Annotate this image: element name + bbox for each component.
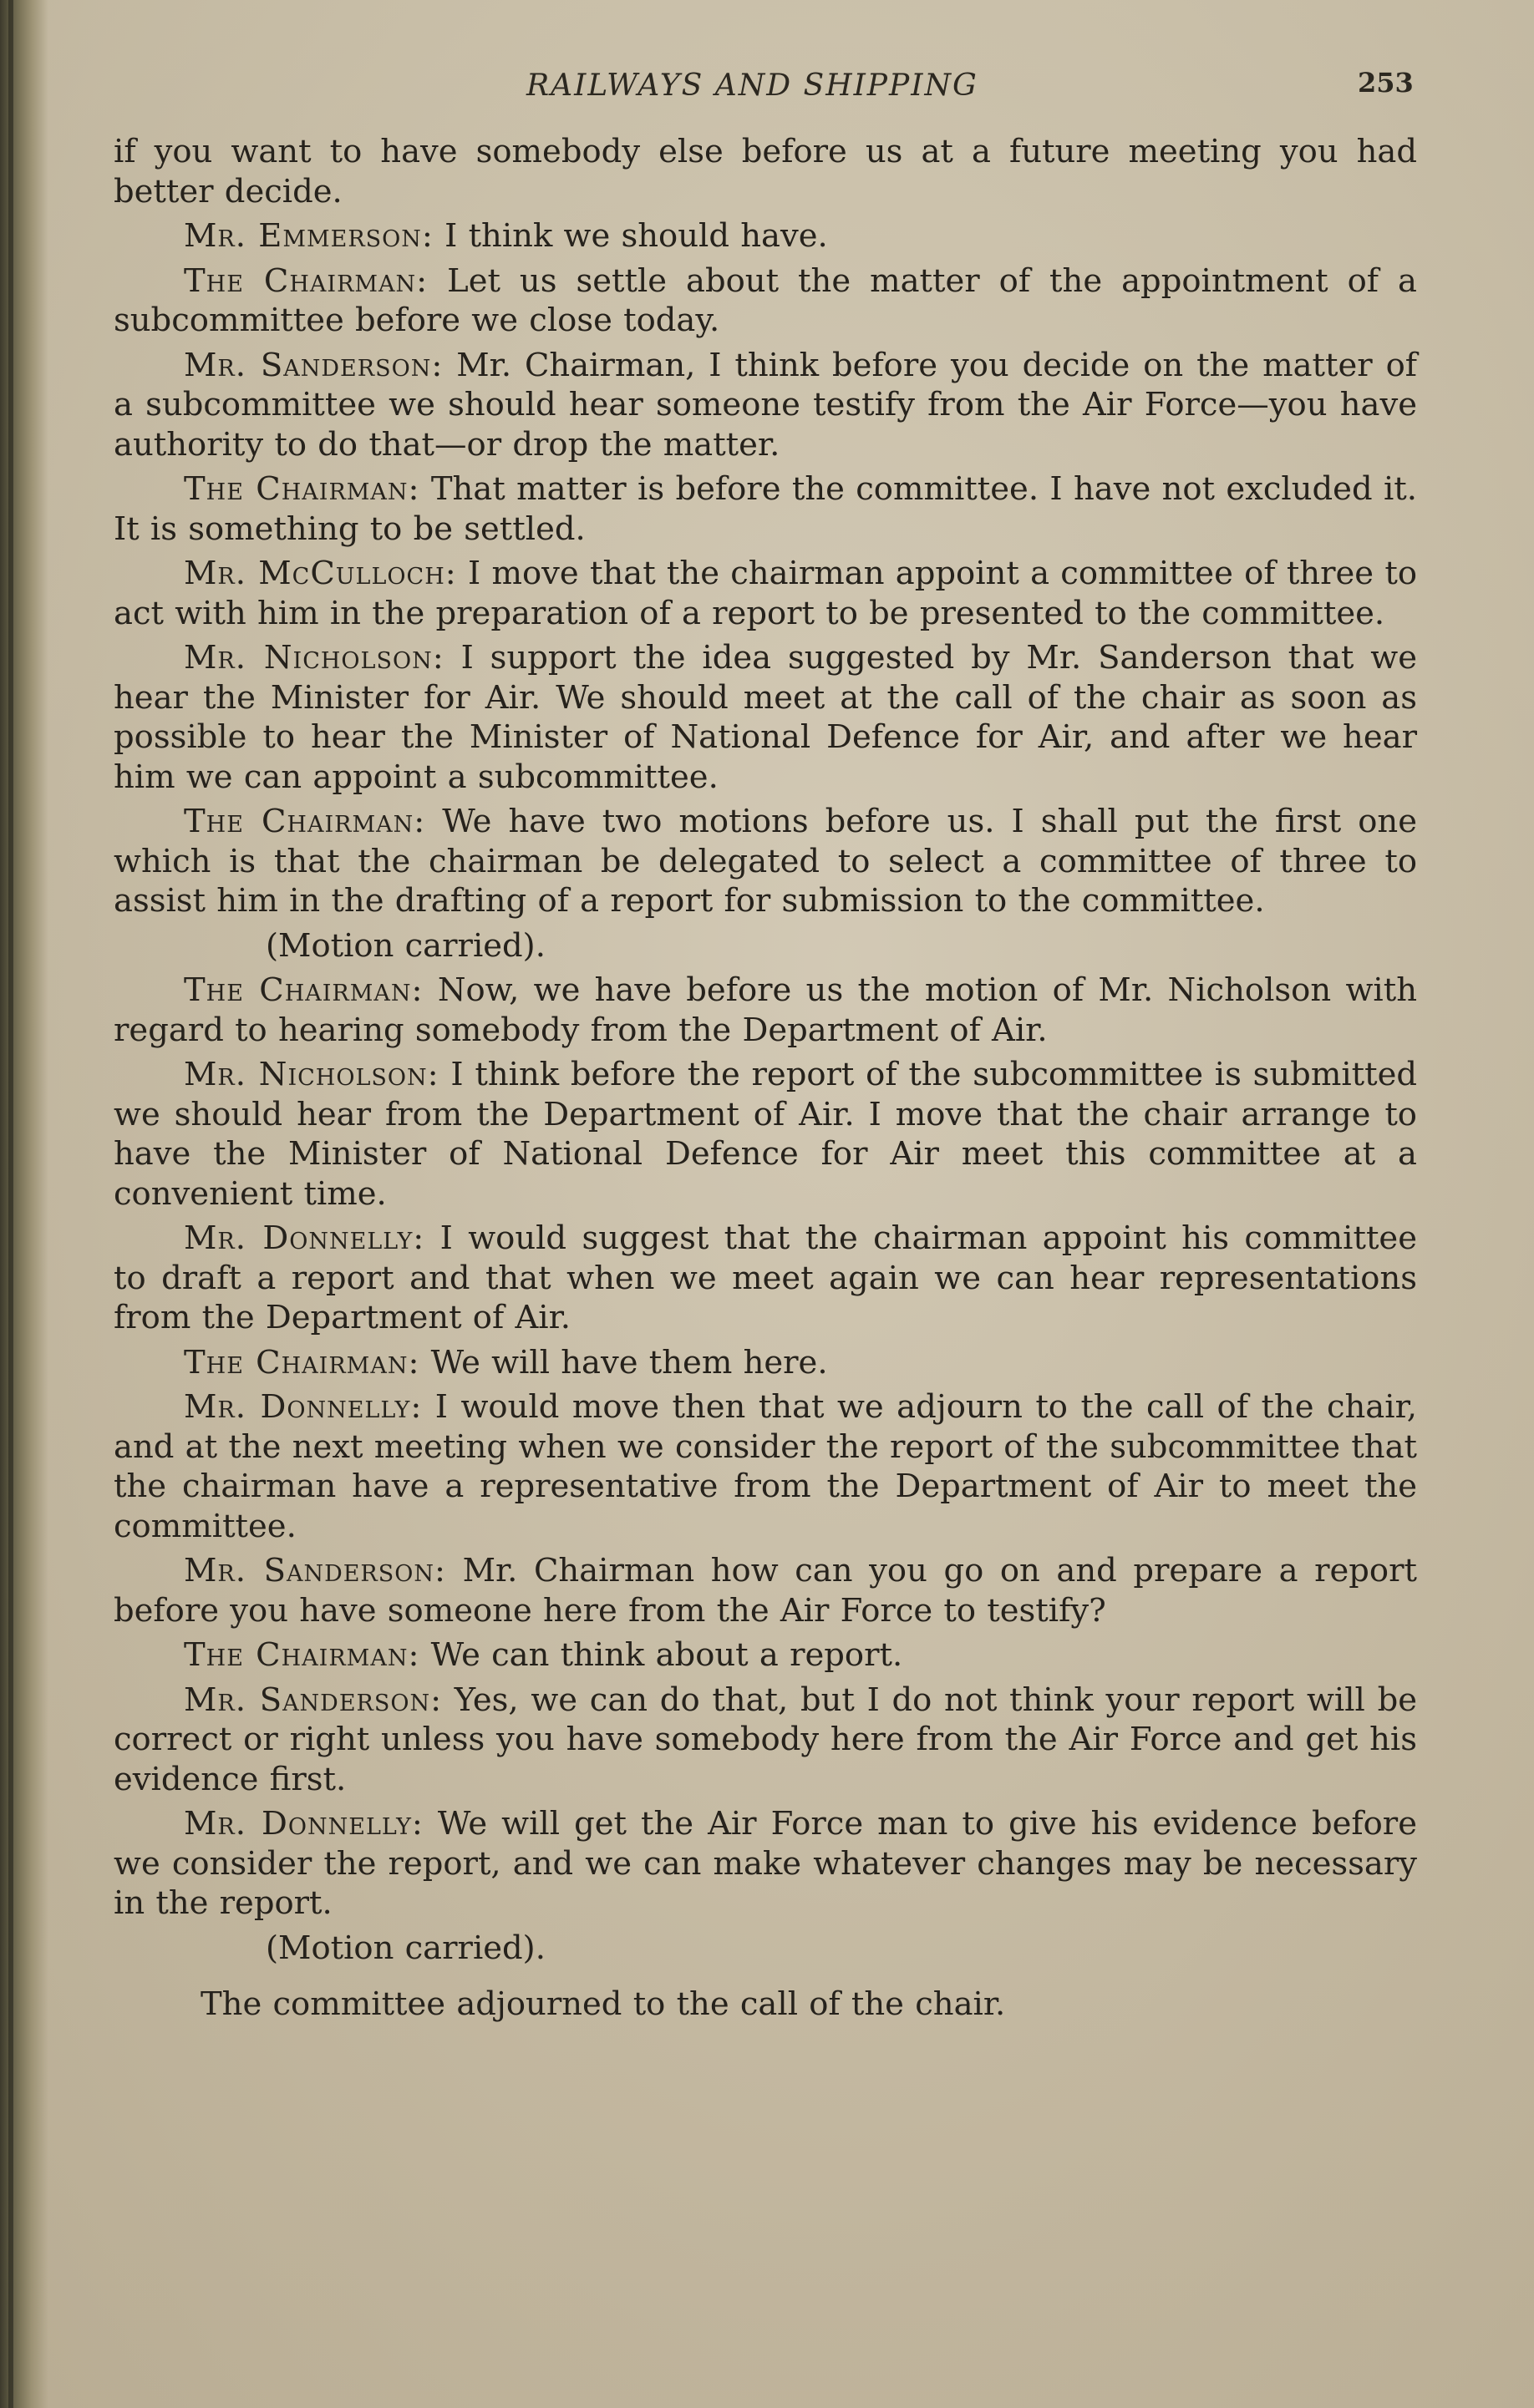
speech-paragraph bbox=[114, 1219, 1417, 1338]
speech-text: Mr. Chairman, I think before you decide on the matter of a subcommittee we should hear someone testify from the Air Force—you have authority to do that—or drop the matter. bbox=[114, 346, 1417, 464]
speaker-name: Mr. Nicholson: bbox=[184, 1056, 439, 1093]
speech-text: We will get the Air Force man to give his evidence before we consider the report, and we can make whatever changes may be necessary in the report. bbox=[114, 1805, 1417, 1922]
speaker-name: The Chairman: bbox=[184, 803, 426, 840]
speech-paragraph bbox=[114, 216, 1417, 256]
speech-paragraph bbox=[114, 1343, 1417, 1383]
speech-text: I move that the chairman appoint a committee of three to act with him in the preparation of a report to be presented to the committee. bbox=[114, 555, 1417, 632]
speech-paragraph bbox=[114, 1681, 1417, 1800]
speech-paragraph bbox=[114, 1551, 1417, 1630]
page-header bbox=[0, 65, 1534, 107]
speech-paragraph bbox=[114, 1804, 1417, 1924]
speaker-name: Mr. Donnelly: bbox=[184, 1805, 424, 1843]
speaker-name: The Chairman: bbox=[184, 971, 424, 1009]
motion-carried-note: (Motion carried). bbox=[266, 1929, 546, 1967]
speech-text: I support the idea suggested by Mr. Sanderson that we hear the Minister for Air. We should meet at the call of the chair as soon as possible to hear the Minister of National Defence for Air, and after we hear him we can appoint a subcommittee. bbox=[114, 639, 1417, 796]
speaker-name: The Chairman: bbox=[184, 261, 429, 300]
speech-text: We have two motions before us. I shall put the first one which is that the chairman be delegated to select a committee of three to assist him in the drafting of a report for submission to the committee. bbox=[114, 803, 1417, 920]
page-number: 253 bbox=[1358, 67, 1414, 99]
book-binding-edge bbox=[0, 0, 48, 2408]
speaker-name: The Chairman: bbox=[184, 1636, 420, 1674]
transcript-body bbox=[114, 132, 1417, 2025]
speech-text: I think before the report of the subcommittee is submitted we should hear from the Department of Air. I move that the chair arrange to have the Minister of National Defence for Air meet this committee at a convenient time. bbox=[114, 1056, 1418, 1213]
speech-text: I would move then that we adjourn to the call of the chair, and at the next meeting when we consider the report of the subcommittee that the chairman have a representative from the Department of Air to meet the committee. bbox=[114, 1388, 1417, 1545]
speech-text: Now, we have before us the motion of Mr. Nicholson with regard to hearing somebody from the Department of Air. bbox=[114, 971, 1417, 1049]
speech-paragraph bbox=[114, 802, 1417, 921]
running-head: RAILWAYS AND SHIPPING bbox=[526, 68, 978, 103]
speaker-name: The Chairman: bbox=[184, 1343, 420, 1381]
speech-text: I think we should have. bbox=[433, 217, 828, 255]
speech-paragraph bbox=[114, 1387, 1417, 1546]
speaker-name: Mr. Emmerson: bbox=[184, 217, 434, 255]
speech-paragraph bbox=[114, 971, 1417, 1050]
speaker-name: The Chairman: bbox=[184, 470, 420, 508]
speaker-name: Mr. McCulloch: bbox=[184, 555, 457, 592]
speaker-name: Mr. Sanderson: bbox=[184, 1681, 443, 1719]
speech-text: We can think about a report. bbox=[419, 1636, 903, 1674]
speech-paragraph bbox=[114, 261, 1417, 341]
speech-paragraph bbox=[114, 638, 1417, 797]
speech-paragraph bbox=[114, 1635, 1417, 1675]
adjournment-note: The committee adjourned to the call of the chair. bbox=[201, 1985, 1006, 2023]
continuation-paragraph: if you want to have somebody else before us at a future meeting you had better decide. bbox=[114, 133, 1417, 210]
speech-text: That matter is before the committee. I have not excluded it. It is something to be settled. bbox=[114, 470, 1417, 548]
speech-paragraph bbox=[114, 554, 1417, 633]
speech-text: We will have them here. bbox=[419, 1343, 828, 1381]
speaker-name: Mr. Sanderson: bbox=[184, 346, 444, 384]
speaker-name: Mr. Sanderson: bbox=[184, 1552, 446, 1589]
speech-text: I would suggest that the chairman appoint his committee to draft a report and that when we meet again we can hear representations from the Department of Air. bbox=[114, 1219, 1417, 1336]
speaker-name: Mr. Donnelly: bbox=[184, 1388, 423, 1426]
speaker-name: Mr. Nicholson: bbox=[184, 639, 444, 677]
speech-paragraph bbox=[114, 1055, 1417, 1214]
speech-paragraph bbox=[114, 346, 1417, 465]
speech-paragraph bbox=[114, 469, 1417, 549]
motion-carried-note: (Motion carried). bbox=[266, 926, 546, 965]
speech-text: Yes, we can do that, but I do not think your report will be correct or right unless you have somebody here from the Air Force and get his evidence first. bbox=[114, 1681, 1417, 1798]
speech-text: Mr. Chairman how can you go on and prepare a report before you have someone here from the Air Force to testify? bbox=[114, 1552, 1417, 1630]
speech-text: Let us settle about the matter of the appointment of a subcommittee before we close today. bbox=[114, 261, 1417, 339]
speaker-name: Mr. Donnelly: bbox=[184, 1219, 425, 1257]
